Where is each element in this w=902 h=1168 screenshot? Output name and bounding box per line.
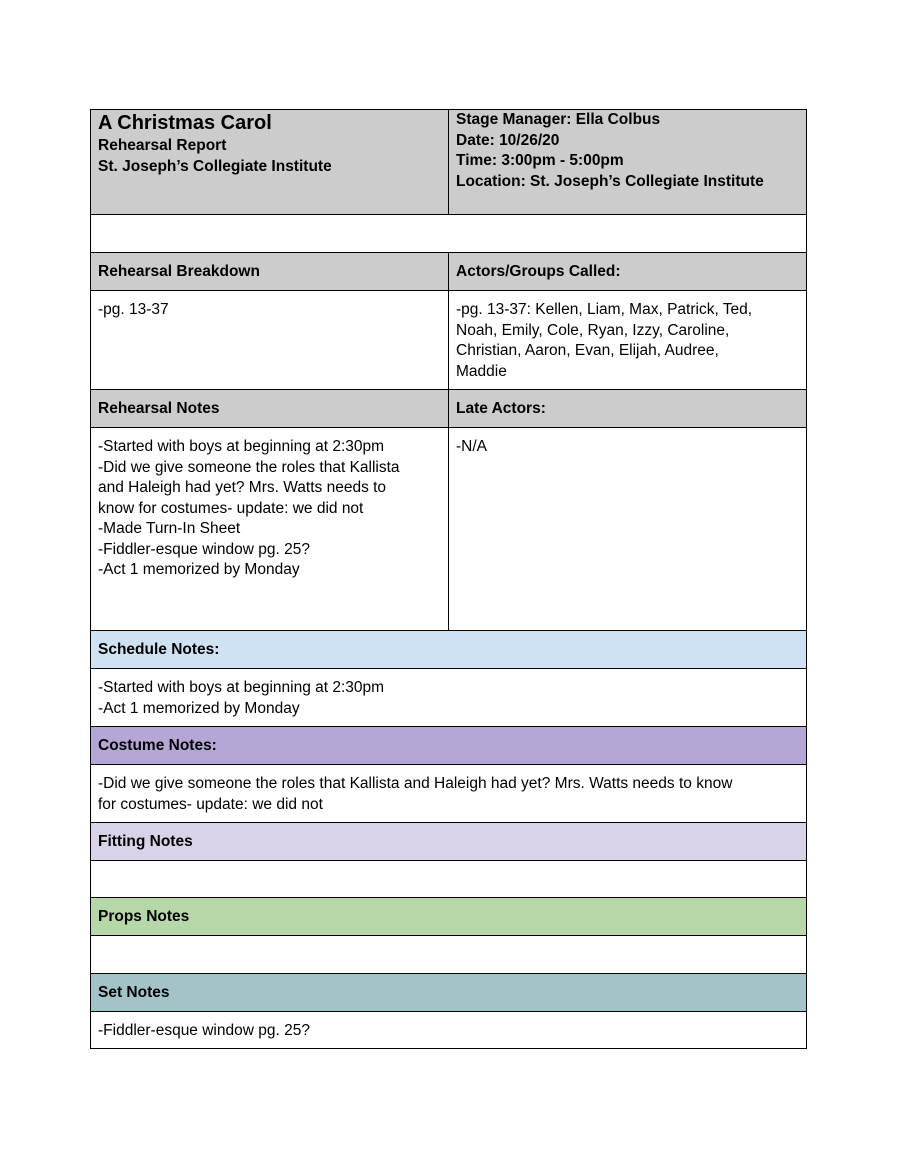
schedule-notes-heading: Schedule Notes:: [91, 631, 807, 669]
rehearsal-note-line: -Fiddler-esque window pg. 25?: [98, 540, 310, 558]
set-notes-content-row: [91, 1012, 807, 1049]
report-title: A Christmas Carol: [98, 112, 272, 134]
costume-note-line: -Did we give someone the roles that Kallista and Haleigh had yet? Mrs. Watts needs to know: [98, 775, 733, 792]
rehearsal-breakdown-heading: Rehearsal Breakdown: [91, 253, 449, 291]
report-title-cell: [91, 110, 449, 215]
report-time: Time: 3:00pm - 5:00pm: [456, 152, 624, 169]
actors-called-line: -pg. 13-37: Kellen, Liam, Max, Patrick, Ted,: [456, 301, 753, 318]
actors-called-line: Christian, Aaron, Evan, Elijah, Audree,: [456, 342, 719, 359]
rehearsal-breakdown-content: -pg. 13-37: [91, 291, 449, 390]
breakdown-content-row: [91, 291, 807, 390]
schedule-notes-content-row: [91, 669, 807, 727]
schedule-note-line: -Act 1 memorized by Monday: [98, 699, 300, 717]
fitting-notes-content: [91, 861, 807, 898]
report-institution: St. Joseph’s Collegiate Institute: [98, 157, 332, 175]
notes-heading-row: [91, 390, 807, 428]
fitting-notes-heading-row: [91, 823, 807, 861]
set-notes-heading: Set Notes: [91, 974, 807, 1012]
report-info-cell: [449, 110, 807, 215]
fitting-notes-heading: Fitting Notes: [91, 823, 807, 861]
report-date: Date: 10/26/20: [456, 131, 560, 149]
actors-called-line: Maddie: [456, 362, 507, 380]
spacer-cell: [91, 215, 807, 253]
schedule-notes-heading-row: [91, 631, 807, 669]
costume-notes-heading-row: [91, 727, 807, 765]
rehearsal-report-table: [90, 109, 807, 1049]
props-notes-heading: Props Notes: [91, 898, 807, 936]
spacer-row: [91, 215, 807, 253]
rehearsal-notes-heading: Rehearsal Notes: [91, 390, 449, 428]
rehearsal-note-line: -Did we give someone the roles that Kallista: [98, 458, 400, 476]
schedule-note-line: -Started with boys at beginning at 2:30pm: [98, 679, 385, 696]
report-header-row: [91, 110, 807, 215]
props-notes-content-row: [91, 936, 807, 974]
rehearsal-note-line: -Act 1 memorized by Monday: [98, 561, 300, 578]
props-notes-content: [91, 936, 807, 974]
actors-called-heading: Actors/Groups Called:: [449, 253, 807, 291]
set-notes-heading-row: [91, 974, 807, 1012]
report-location: Location: St. Joseph’s Collegiate Institute: [456, 172, 764, 190]
stage-manager: Stage Manager: Ella Colbus: [456, 111, 661, 128]
schedule-notes-content: [91, 669, 807, 727]
rehearsal-note-line: -Started with boys at beginning at 2:30pm: [98, 438, 385, 455]
rehearsal-note-line: know for costumes- update: we did not: [98, 499, 364, 517]
late-actors-heading: Late Actors:: [449, 390, 807, 428]
breakdown-heading-row: [91, 253, 807, 291]
costume-notes-content: [91, 765, 807, 823]
rehearsal-note-line: -Made Turn-In Sheet: [98, 520, 241, 537]
costume-notes-content-row: [91, 765, 807, 823]
props-notes-heading-row: [91, 898, 807, 936]
costume-note-line: for costumes- update: we did not: [98, 795, 323, 813]
rehearsal-note-line: and Haleigh had yet? Mrs. Watts needs to: [98, 479, 387, 496]
fitting-notes-content-row: [91, 861, 807, 898]
late-actors-content: -N/A: [449, 428, 807, 631]
actors-called-content: [449, 291, 807, 390]
costume-notes-heading: Costume Notes:: [91, 727, 807, 765]
rehearsal-notes-content: [91, 428, 449, 631]
actors-called-line: Noah, Emily, Cole, Ryan, Izzy, Caroline,: [456, 321, 730, 339]
report-subtitle: Rehearsal Report: [98, 137, 227, 154]
set-notes-content: -Fiddler-esque window pg. 25?: [91, 1012, 807, 1049]
notes-content-row: [91, 428, 807, 631]
